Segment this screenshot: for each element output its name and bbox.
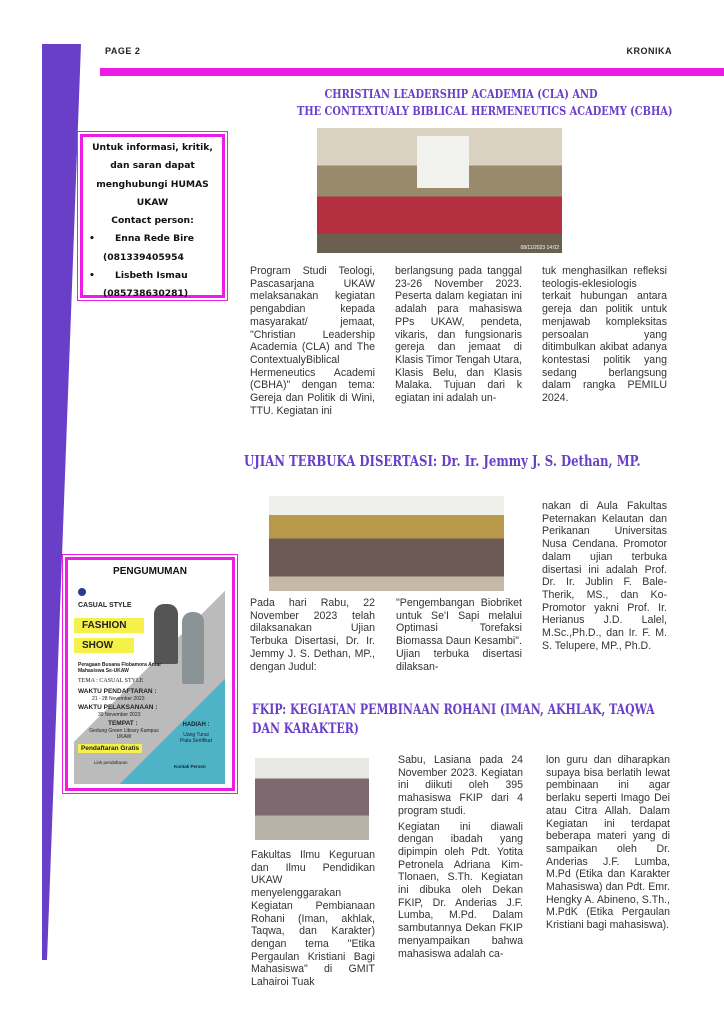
paragraph: Sabu, Lasiana pada 24 November 2023. Kegiatan ini diikuti oleh 395 mahasiswa FKIP dari 4 program studi. xyxy=(398,754,523,817)
poster-prize-label: HADIAH : xyxy=(182,722,210,728)
contact-line: UKAW xyxy=(136,196,169,208)
page-number: PAGE 2 xyxy=(105,46,141,56)
article-column xyxy=(398,754,523,963)
contact-line: Contact person: xyxy=(111,215,194,227)
article-title: UJIAN TERBUKA DISERTASI: Dr. Ir. Jemmy J. S. Dethan, MP. xyxy=(244,452,641,470)
poster-contact-label: Kontak Person xyxy=(174,764,206,769)
poster-place: Gedung Green Library Kampus UKAW xyxy=(89,728,159,740)
dissertation-group-photo xyxy=(269,496,504,591)
poster-link-label: Link pendaftaran xyxy=(94,760,128,765)
article-title: FKIP: KEGIATAN PEMBINAAN ROHANI (IMAN, AKHLAK, TAQWA DAN KARAKTER) xyxy=(252,702,655,737)
fkip-group-photo xyxy=(255,758,369,840)
poster-brand: CASUAL STYLE xyxy=(78,602,132,609)
poster-reg-date: 21 - 28 November 2023 xyxy=(92,696,145,702)
contact-line: dan saran dapat xyxy=(110,160,195,172)
poster-subtitle: Peragaan Busana Flobamora Antar Mahasiswa Se-UKAW xyxy=(78,662,162,674)
article-column: Fakultas Ilmu Keguruan dan Ilmu Pendidikan UKAW menyelenggarakan Kegiatan Pembianaan Rohani (Iman, akhlak, Taqwa, dan Karakter) dengan tema "Etika Pergaulan Kristiani Bagi Mahasiswa" di GMIT Lahairoi Tuak xyxy=(251,849,375,989)
paragraph: Kegiatan ini diawali dengan ibadah yang dipimpin oleh Pdt. Yotita Petronela Adriana Kim-Tlonaen, S.Th. Kegiatan ini dibuka oleh Dekan FKIP, Dr. Anderias J.F. Lumba, M.Pd. Dalam sambutannya Dekan FKIP menyampaikan bahwa mahasiswa adalah ca- xyxy=(398,820,523,960)
poster-show: SHOW xyxy=(74,638,134,653)
poster-event-label: WAKTU PELAKSANAAN : xyxy=(78,704,158,711)
announcement-title: PENGUMUMAN xyxy=(113,566,187,577)
fashion-show-poster xyxy=(74,584,225,784)
section-name: KRONIKA xyxy=(626,46,672,56)
poster-place-label: TEMPAT : xyxy=(108,720,138,727)
cla-event-photo xyxy=(317,128,562,253)
article-title xyxy=(261,86,673,120)
poster-free: Pendaftaran Gratis xyxy=(78,744,142,753)
poster-prizes: Uang Tunai Piala Sertifikat xyxy=(180,732,212,744)
university-logo-icon xyxy=(78,588,86,596)
model-figure xyxy=(154,604,178,664)
contact-box xyxy=(80,134,225,298)
article-column: lon guru dan diharapkan supaya bisa berlatih lewat pembinaan ini agar berlaku seperti Imago Dei atau Citra Allah. Dalam Kegiatan ini terdapat beberapa materi yang di sampaikan oleh Dr. Anderias J.F. Lumba, M.Pd (Etika dan Karakter Mahasiswa) dan Pdt. Emr. Hengky A. Abineno, S.Th., M.PdK (Etika Pergaulan Kristiani bagi mahasiswa). xyxy=(546,754,670,932)
contact-person: • Enna Rede Bire (081339405954 xyxy=(83,230,222,267)
photo-timestamp: 08/11/2023 14:02 xyxy=(520,245,559,251)
contact-line: menghubungi HUMAS xyxy=(96,178,209,190)
poster-theme: TEMA : CASUAL STYLE xyxy=(78,678,144,684)
poster-event-date: 30 November 2023 xyxy=(98,712,141,718)
article-title-line: THE CONTEXTUALY BIBLICAL HERMENEUTICS ACADEMY (CBHA) xyxy=(297,104,673,118)
model-figure xyxy=(182,612,204,684)
article-column: berlangsung pada tanggal 23-26 November 2023. Peserta dalam kegiatan ini adalah para mahasiswa PPs UKAW, pendeta, vikaris, dan fungsionaris gereja dan jemaat di Klasis Timor Tengah Utara, Klasis Belu, dan Klasis Malaka. Tujuan dari k egiatan ini adalah un- xyxy=(395,265,522,405)
article-column: "Pengembangan Biobriket untuk Se'I Sapi melalui Optimasi Torefaksi Biomassa Daun Kesambi". Ujian terbuka disertasi dilaksan- xyxy=(396,597,522,673)
poster-fashion: FASHION xyxy=(74,618,144,633)
poster-reg-label: WAKTU PENDAFTARAN : xyxy=(78,688,157,695)
article-column: nakan di Aula Fakultas Peternakan Kelautan dan Perikanan Universitas Nusa Cendana. Promotor dalam ujian terbuka disertasi ini adalah Prof. Dr. Ir. Jublin F. Bale-Therik, MS., dan Ko- Promotor yakni Prof. Ir. Herianus J.D. Lalel, M.Sc.,Ph.D., dan Ir. F. M. S. Telupere, MP., Ph.D. xyxy=(542,500,667,652)
article-title-line: CHRISTIAN LEADERSHIP ACADEMIA (CLA) AND xyxy=(324,87,598,101)
article-column: tuk menghasilkan refleksi teologis-eklesiologis terkait hubungan antara gereja dan politik untuk menjawab kompleksitas persoalan yang ditimbulkan akibat adanya kontestasi politik yang sedang berlangsung dalam rangka PEMILU 2024. xyxy=(542,265,667,405)
article-column: Pada hari Rabu, 22 November 2023 telah dilaksanakan Ujian Terbuka Disertasi, Dr. Ir. Jemmy J. S. Dethan, MP., dengan Judul: xyxy=(250,597,375,673)
header-rule xyxy=(100,68,724,76)
article-column: Program Studi Teologi, Pascasarjana UKAW melaksanakan kegiatan pengabdian kepada masyarakat/ jemaat, "Christian Leadership Academia (CLA) and The ContextualyBiblical Hermeneutics Academi (CBHA)" dengan tema: Gereja dan Politik di Wini, TTU. Kegiatan ini xyxy=(250,265,375,417)
projector-screen xyxy=(417,136,469,188)
contact-person: • Lisbeth Ismau (085738630281) xyxy=(83,267,222,304)
contact-line: Untuk informasi, kritik, xyxy=(92,142,213,153)
announcement-box xyxy=(65,557,235,791)
